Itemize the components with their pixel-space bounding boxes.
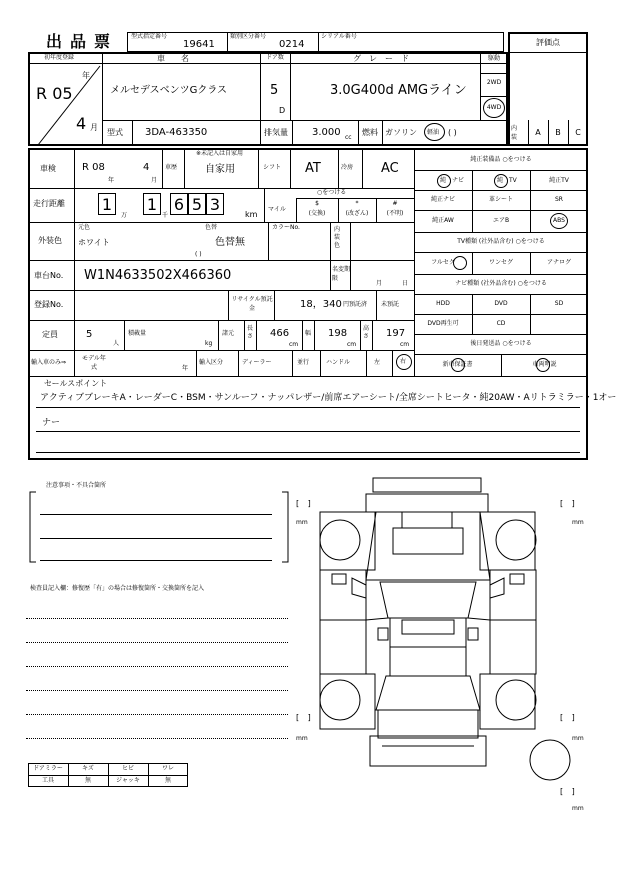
height: 197 xyxy=(386,328,406,339)
equip-genuine-tv: 純正TV xyxy=(549,177,569,184)
vin-label: 車台No. xyxy=(34,271,64,280)
navi-type-title: ナビ種類 (社外品含む) ○をつける xyxy=(455,280,547,287)
ac: AC xyxy=(381,161,399,176)
equip-genuine-navi: 純正ナビ xyxy=(430,196,455,203)
class-no-label: 類別区分番号 xyxy=(230,33,267,40)
meter-unknown: (不明) xyxy=(386,210,404,217)
notes-label: 注意事項・不具合箇所 xyxy=(46,482,107,489)
navi-hdd: HDD xyxy=(436,300,450,307)
interior-label: 内装 xyxy=(511,125,518,141)
equip-tv: TV xyxy=(509,177,517,184)
rr-bracket: [ ] xyxy=(560,713,578,722)
meter-swap: (交換) xyxy=(308,210,326,217)
interior-a: A xyxy=(535,128,541,137)
displacement-label: 排気量 xyxy=(264,128,288,137)
grade: 3.0G400d AMGライン xyxy=(330,83,467,98)
mileage-digit-1: 1 xyxy=(101,195,113,214)
color-change: 色替無 xyxy=(215,237,245,248)
fl-bracket: [ ] xyxy=(296,499,314,508)
doors-type: D xyxy=(279,106,286,115)
car-name-label: 車名 xyxy=(157,54,205,63)
interior-b: B xyxy=(555,128,561,137)
length: 466 xyxy=(270,328,290,339)
drive-label: 駆動 xyxy=(487,55,500,62)
mileage-digit-4: 5 xyxy=(191,195,203,214)
meter-tamper: (改ざん) xyxy=(345,210,369,217)
sales-label: セールスポイント xyxy=(44,379,108,388)
car-name: メルセデスベンツGクラス xyxy=(110,85,228,96)
model-label: 型式 xyxy=(107,128,123,137)
rating-label: 評価点 xyxy=(536,38,560,47)
tv-oneseg: ワンセグ xyxy=(488,259,513,266)
equip-sr: SR xyxy=(555,196,563,203)
mileage-digit-5: 3 xyxy=(209,195,221,214)
first-reg-era: R 05 xyxy=(36,84,73,103)
fr-bracket: [ ] xyxy=(560,499,578,508)
model: 3DA-463350 xyxy=(145,127,208,138)
shift-label: シフト xyxy=(263,164,282,171)
drive-4wd: 4WD xyxy=(486,104,502,111)
later-manual: 車両明説 xyxy=(532,361,557,368)
later-warranty: 新車保証書 xyxy=(442,361,473,368)
dims-label: 諸元 xyxy=(222,330,235,337)
recycle-amount: 18，340 xyxy=(300,299,342,310)
navi-cd: CD xyxy=(496,320,506,327)
car-body-diagram[interactable] xyxy=(290,470,590,810)
navi-dvd: DVD xyxy=(494,300,508,307)
displacement: 3.000 xyxy=(312,127,341,138)
color-label: 外装色 xyxy=(38,236,62,245)
regno-label: 登録No. xyxy=(34,300,64,309)
doors: 5 xyxy=(270,83,279,98)
vin: W1N4633502X466360 xyxy=(84,268,232,283)
tv-fullseg: フルセグ xyxy=(431,259,455,266)
type-no-label: 型式指定番号 xyxy=(131,33,168,40)
recycle-label: リサイクル預託金 xyxy=(231,296,273,312)
model-year-label: モデル年式 xyxy=(82,355,106,371)
handle-label: ハンドル xyxy=(326,359,351,366)
later-title: 後日発送品 ○をつける xyxy=(470,340,532,347)
width: 198 xyxy=(328,328,348,339)
import-type-label: 輸入区分 xyxy=(199,359,224,366)
handle-left: 左 xyxy=(374,359,381,366)
class-no: 0214 xyxy=(279,39,305,50)
capacity: 5 xyxy=(86,329,93,340)
equip-navi: ナビ xyxy=(452,177,465,184)
navi-dvd-play: DVD再生可 xyxy=(427,320,459,327)
meter-circle-note: ○をつける xyxy=(317,189,347,196)
first-reg-label: 初年度登録 xyxy=(44,54,75,61)
mileage-label: 走行距離 xyxy=(33,199,65,208)
import-label: 輸入車のみ⇒ xyxy=(31,359,67,366)
interior-color-label: 内装色 xyxy=(334,226,341,249)
mileage-digit-3: 6 xyxy=(173,195,185,214)
navi-sd: SD xyxy=(554,300,564,307)
recycle-status: 円預託済 xyxy=(343,301,368,308)
shift: AT xyxy=(305,161,321,176)
handle-right: 右 xyxy=(400,358,407,365)
interior-c: C xyxy=(575,128,581,137)
inspector-label: 検査員記入欄：修復歴「有」の場合は修復箇所・交換箇所を記入 xyxy=(30,585,205,592)
spare-bracket: [ ] xyxy=(560,787,578,796)
recycle-unpaid: 未預託 xyxy=(381,301,400,308)
rl-bracket: [ ] xyxy=(296,713,314,722)
inspection-month: 4 xyxy=(143,162,150,173)
sales-line-1: アクティブブレーキA・レーダーC・BSM・サンルーフ・ナッパレザー/前席エアーシート/全席シートヒータ・純20AW・Aリトラミラー・1オー xyxy=(40,393,617,403)
mileage-digit-2: 1 xyxy=(146,195,158,214)
first-reg-month: 4 xyxy=(76,114,87,133)
inspection-era: R 08 xyxy=(82,162,105,173)
equip-genuine-aw: 純正AW xyxy=(432,217,454,224)
orig-color: ホワイト xyxy=(78,238,110,247)
load-label: 積載量 xyxy=(128,330,147,337)
import-parallel: 並行 xyxy=(297,359,310,366)
import-dealer: ディーラー xyxy=(242,359,272,366)
doors-label: ドア数 xyxy=(266,54,284,61)
grade-label: グレード xyxy=(353,54,417,63)
serial-label: シリアル番号 xyxy=(321,33,357,40)
equipment-title: 純正装備品 ○をつける xyxy=(470,156,532,163)
sales-line-2: ナー xyxy=(42,418,61,428)
history-label: 車歴 xyxy=(165,164,178,171)
fuel-gasoline: ガソリン xyxy=(385,128,417,137)
form-title: 出品票 xyxy=(46,32,119,51)
equip-leather: 革シート xyxy=(488,196,513,203)
ac-label: 冷房 xyxy=(341,164,354,171)
mile-label: マイル xyxy=(268,206,286,213)
history: 自家用 xyxy=(205,164,235,175)
type-no: 19641 xyxy=(183,39,215,50)
fuel-label: 燃料 xyxy=(362,128,378,137)
inspection-label: 車検 xyxy=(40,164,56,173)
fuel-diesel: 軽油 xyxy=(427,129,440,136)
tv-analog: アナログ xyxy=(546,259,571,266)
equip-abs: ABS xyxy=(553,217,565,224)
equip-airbag: エアB xyxy=(492,217,510,224)
capacity-label: 定員 xyxy=(42,330,58,339)
tv-type-title: TV種類 (社外品含む) ○をつける xyxy=(457,238,545,245)
drive-2wd: 2WD xyxy=(486,79,502,86)
history-note: ※未記入は自家用 xyxy=(196,150,244,157)
color-no-label: カラーNo. xyxy=(272,224,300,231)
name-change-label: 名変期限 xyxy=(332,266,351,282)
